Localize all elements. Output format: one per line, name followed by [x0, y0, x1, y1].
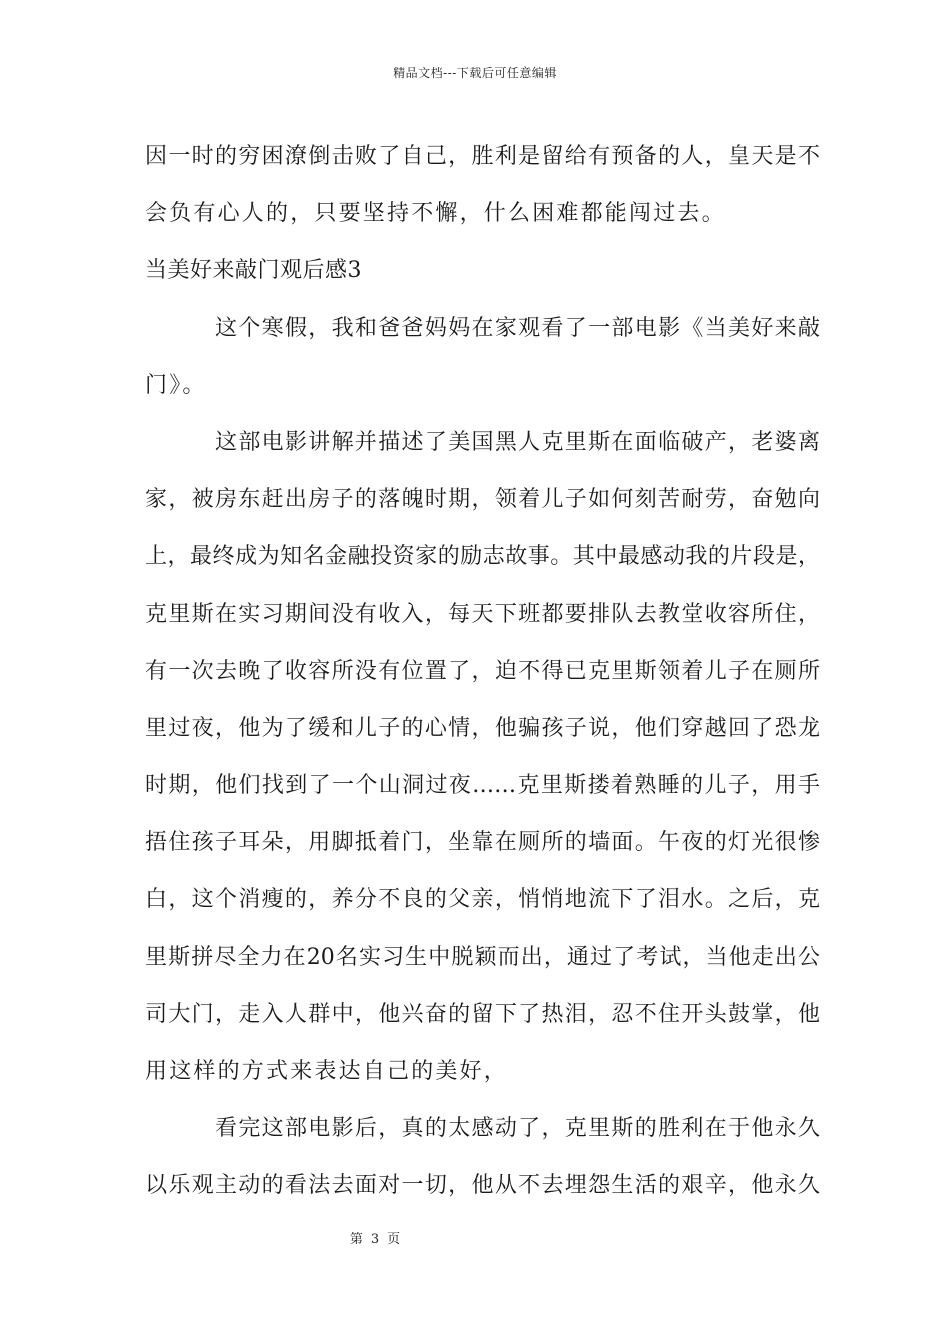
- body-line: 里过夜，他为了缓和儿子的心情，他骗孩子说，他们穿越回了恐龙: [145, 715, 820, 741]
- body-line: 司大门，走入人群中，他兴奋的留下了热泪，忍不住开头鼓掌，他: [145, 1001, 820, 1027]
- paragraph-first-line: 这部电影讲解并描述了美国黑人克里斯在面临破产，老婆离: [215, 429, 820, 455]
- document-body: [145, 128, 820, 1215]
- body-line: 用这样的方式来表达自己的美好，: [145, 1059, 509, 1084]
- body-line: 捂住孩子耳朵，用脚抵着门，坐靠在厕所的墙面。午夜的灯光很惨: [145, 830, 820, 856]
- body-line: 因一时的穷困潦倒击败了自己，胜利是留给有预备的人，皇天是不: [145, 144, 820, 169]
- section-heading: 当美好来敲门观后感3: [145, 258, 362, 284]
- page-header: 精品文档---下载后可任意编辑: [393, 66, 557, 80]
- page-label-prefix: 第: [349, 1232, 363, 1247]
- body-line: 家，被房东赶出房子的落魄时期，领着儿子如何刻苦耐劳，奋勉向: [145, 487, 820, 513]
- body-line: 会负有心人的，只要坚持不懈，什么困难都能闯过去。: [145, 201, 726, 227]
- body-line: 门》。: [145, 372, 207, 398]
- paragraph-first-line: 这个寒假，我和爸爸妈妈在家观看了一部电影《当美好来敲: [215, 315, 820, 341]
- paragraph-first-line: 看完这部电影后，真的太感动了，克里斯的胜利在于他永久: [215, 1116, 820, 1142]
- page-footer: [0, 1228, 750, 1247]
- body-line: 时期，他们找到了一个山洞过夜……克里斯搂着熟睡的儿子，用手: [145, 773, 820, 799]
- body-line: 上，最终成为知名金融投资家的励志故事。其中最感动我的片段是，: [145, 544, 820, 570]
- body-line: 克里斯在实习期间没有收入，每天下班都要排队去教堂收容所住，: [145, 601, 820, 627]
- body-line: 里斯拼尽全力在20名实习生中脱颖而出，通过了考试，当他走出公: [145, 944, 820, 970]
- body-line: 以乐观主动的看法去面对一切，他从不去埋怨生活的艰辛，他永久: [145, 1173, 820, 1199]
- page-number: 3: [370, 1232, 380, 1247]
- page-label-suffix: 页: [387, 1232, 401, 1247]
- body-line: 白，这个消瘦的，养分不良的父亲，悄悄地流下了泪水。之后，克: [145, 887, 820, 913]
- body-line: 有一次去晚了收容所没有位置了，迫不得已克里斯领着儿子在厕所: [145, 658, 820, 684]
